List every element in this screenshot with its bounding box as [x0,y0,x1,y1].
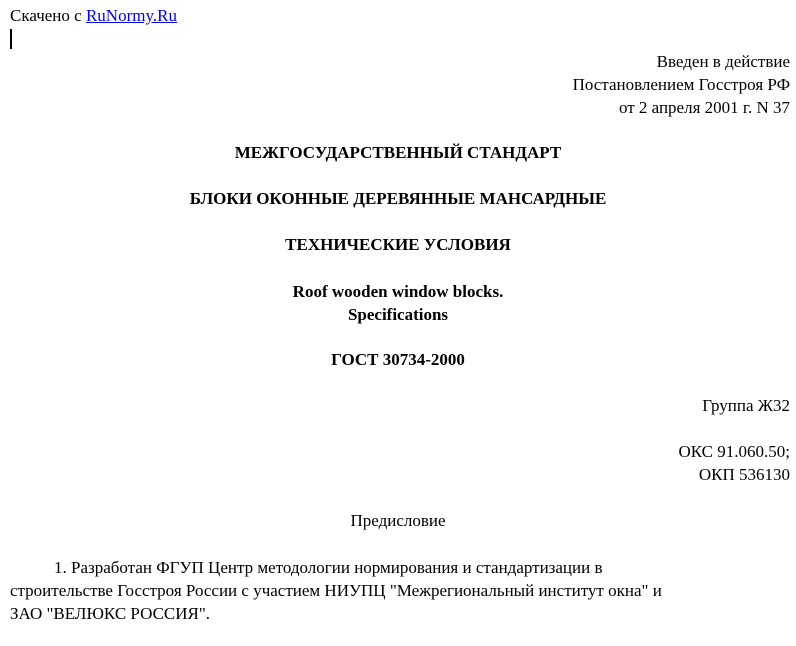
preface-heading: Предисловие [350,511,446,530]
gost-number: ГОСТ 30734-2000 [331,350,465,369]
english-title-line-2: Specifications [347,305,449,324]
english-title-line-1: Roof wooden window blocks. [292,282,504,301]
intro-line-1: Введен в действие [656,52,790,71]
preface-item-1-line-1: 1. Разработан ФГУП Центр методологии нормирования и стандартизации в [54,558,603,577]
okp-code: ОКП 536130 [698,465,790,484]
preface-item-1-line-3: ЗАО "ВЕЛЮКС РОССИЯ". [10,604,211,623]
preface-item-1-line-2: строительстве Госстроя России с участием НИУПЦ "Межрегиональный институт окна" и [10,581,662,600]
intro-line-3: от 2 апреля 2001 г. N 37 [618,98,790,117]
download-prefix-text: Скачено с [10,6,86,25]
text-cursor [10,29,12,49]
runormy-link[interactable]: RuNormy.Ru [85,6,177,25]
intro-line-2: Постановлением Госстроя РФ [572,75,790,94]
standard-heading: МЕЖГОСУДАРСТВЕННЫЙ СТАНДАРТ [234,143,562,162]
group-code: Группа Ж32 [702,396,790,415]
oks-code: ОКС 91.060.50; [678,442,790,461]
document-subtitle: ТЕХНИЧЕСКИЕ УСЛОВИЯ [285,235,511,254]
download-source-line [10,6,177,26]
document-title: БЛОКИ ОКОННЫЕ ДЕРЕВЯННЫЕ МАНСАРДНЫЕ [189,189,607,208]
